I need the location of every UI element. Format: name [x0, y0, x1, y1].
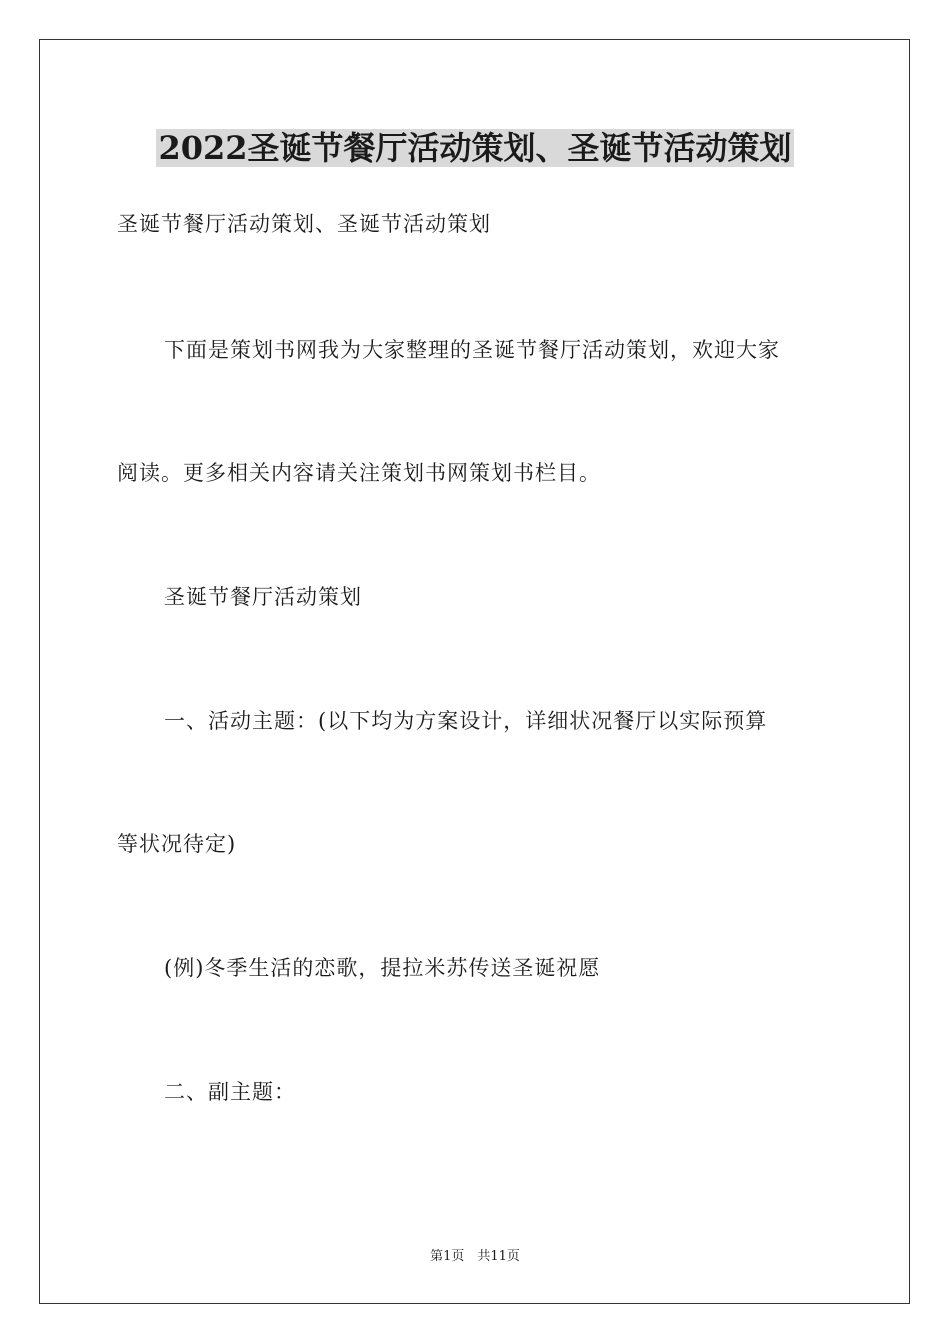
section-heading: 圣诞节餐厅活动策划: [164, 585, 362, 609]
paragraph-example: (例)冬季生活的恋歌，提拉米苏传送圣诞祝愿: [164, 956, 601, 980]
paragraph-theme-line-2: 等状况待定): [117, 832, 237, 856]
paragraph-intro-line-2: 阅读。更多相关内容请关注策划书网策划书栏目。: [117, 461, 601, 485]
document-title: [0, 124, 950, 172]
page-footer: 第1页 共11页: [430, 1249, 520, 1264]
subtitle-line: 圣诞节餐厅活动策划、圣诞节活动策划: [117, 212, 491, 236]
paragraph-theme-line-1: 一、活动主题：(以下均为方案设计，详细状况餐厅以实际预算: [164, 709, 768, 733]
paragraph-intro-line-1: 下面是策划书网我为大家整理的圣诞节餐厅活动策划，欢迎大家: [164, 338, 780, 362]
document-title-text: 2022圣诞节餐厅活动策划、圣诞节活动策划: [158, 129, 792, 167]
paragraph-subtheme: 二、副主题：: [164, 1080, 296, 1104]
